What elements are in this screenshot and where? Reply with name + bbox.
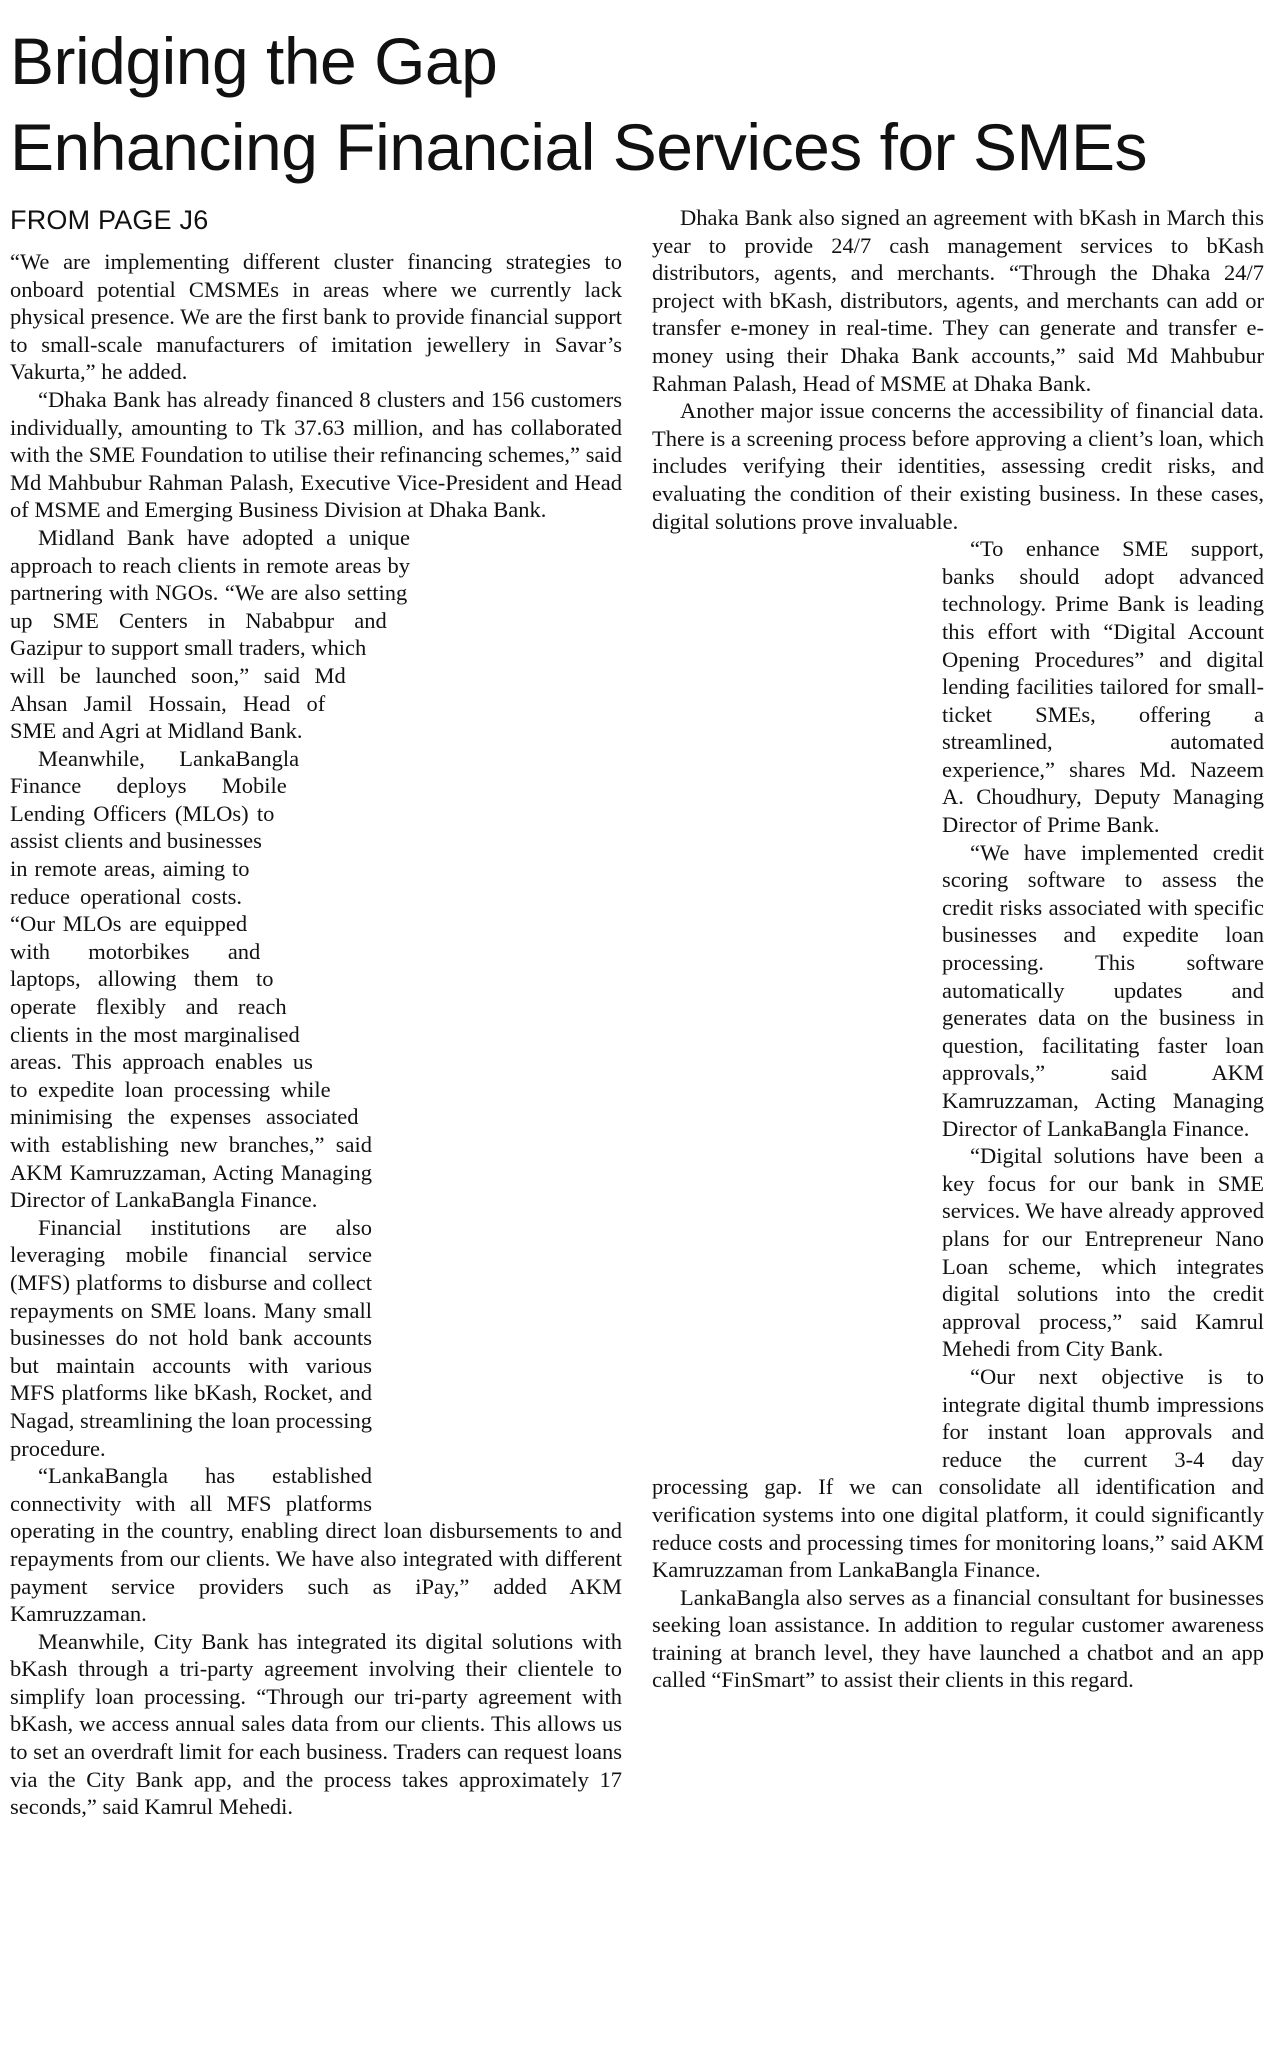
paragraph-right-6: “Our next objective is to integrate digital thumb impressions for instant loan approvals and reduce the current 3-4 day processing gap. If we can consolidate all identification and verification systems into one digital platform, it could significantly reduce costs and processing times for monitoring loans,” said AKM Kamruzzaman from LankaBangla Finance. bbox=[652, 1363, 1264, 1583]
paragraph-right-3: “To enhance SME support, banks should adopt advanced technology. Prime Bank is leading this effort with “Digital Account Opening Procedures” and digital lending facilities tailored for small-ticket SMEs, offering a streamlined, automated experience,” shares Md. Nazeem A. Choudhury, Deputy Managing Director of Prime Bank. bbox=[942, 536, 1264, 838]
left-column bbox=[10, 202, 622, 1821]
paragraph-left-7: Meanwhile, City Bank has integrated its digital solutions with bKash through a tri-party agreement involving their clientele to simplify loan processing. “Through our tri-party agreement with bKash, we access annual sales data from our clients. This allows us to set an overdraft limit for each business. Traders can request loans via the City Bank app, and the process takes approximately 17 seconds,” said Kamrul Mehedi. bbox=[10, 1628, 622, 1820]
paragraph-left-6: “LankaBangla has established connectivity with all MFS platforms operating in the country, enabling direct loan disbursements to and repayments from our clients. We have also integrated with different payment service providers such as iPay,” added AKM Kamruzzaman. bbox=[10, 1463, 622, 1627]
paragraph-left-3: Midland Bank have adopted a unique approach to reach clients in remote areas by partnering with NGOs. “We are also setting up SME Centers in Nababpur and Gazipur to support small traders, which will be launched soon,” said Md Ahsan Jamil Hossain, Head of SME and Agri at Midland Bank. bbox=[10, 524, 410, 744]
headline-line-2: Enhancing Financial Services for SMEs bbox=[10, 110, 1148, 184]
article-headline bbox=[10, 18, 1260, 190]
paragraph-left-4: Meanwhile, LankaBangla Finance deploys Mobile Lending Officers (MLOs) to assist clients and businesses in remote areas, aiming to reduce operational costs. “Our MLOs are equipped with motorbikes and laptops, allowing them to operate flexibly and reach clients in the most marginalised areas. This approach enables us to expedite loan processing while minimising the expenses associated with establishing new branches,” said AKM Kamruzzaman, Acting Managing Director of LankaBangla Finance. bbox=[10, 745, 372, 1213]
paragraph-right-5: “Digital solutions have been a key focus for our bank in SME services. We have already approved plans for our Entrepreneur Nano Loan scheme, which integrates digital solutions into the credit approval process,” said Kamrul Mehedi from City Bank. bbox=[942, 1143, 1264, 1362]
paragraph-right-7: LankaBangla also serves as a financial consultant for businesses seeking loan assistance. In addition to regular customer awareness training at branch level, they have launched a chatbot and an app called “FinSmart” to assist their clients in this regard. bbox=[652, 1584, 1264, 1693]
headline-line-1: Bridging the Gap bbox=[10, 24, 498, 98]
paragraph-left-2: “Dhaka Bank has already financed 8 clusters and 156 customers individually, amounting to Tk 37.63 million, and has collaborated with the SME Foundation to utilise their refinancing schemes,” said Md Mahbubur Rahman Palash, Executive Vice-President and Head of MSME and Emerging Business Division at Dhaka Bank. bbox=[10, 386, 622, 523]
paragraph-left-5: Financial institutions are also leveraging mobile financial service (MFS) platforms to disburse and collect repayments on SME loans. Many small businesses do not hold bank accounts but maintain accounts with various MFS platforms like bKash, Rocket, and Nagad, streamlining the loan processing procedure. bbox=[10, 1214, 372, 1461]
paragraph-left-1: “We are implementing different cluster financing strategies to onboard potential CMSMEs in areas where we currently lack physical presence. We are the first bank to provide financial support to small-scale manufacturers of imitation jewellery in Savar’s Vakurta,” he added. bbox=[10, 249, 622, 385]
right-column bbox=[652, 204, 1264, 1694]
from-page-label: FROM PAGE J6 bbox=[10, 205, 209, 235]
paragraph-right-2: Another major issue concerns the accessibility of financial data. There is a screening process before approving a client’s loan, which includes verifying their identities, assessing credit risks, and evaluating the condition of their existing business. In these cases, digital solutions prove invaluable. bbox=[652, 398, 1264, 534]
paragraph-right-1: Dhaka Bank also signed an agreement with bKash in March this year to provide 24/7 cash management services to bKash distributors, agents, and merchants. “Through the Dhaka 24/7 project with bKash, distributors, agents, and merchants can add or transfer e-money in real-time. They can generate and transfer e-money using their Dhaka Bank accounts,” said Md Mahbubur Rahman Palash, Head of MSME at Dhaka Bank. bbox=[652, 205, 1264, 396]
paragraph-right-4: “We have implemented credit scoring software to assess the credit risks associated with specific businesses and expedite loan processing. This software automatically updates and generates data on the business in question, facilitating faster loan approvals,” said AKM Kamruzzaman, Acting Managing Director of LankaBangla Finance. bbox=[942, 839, 1264, 1141]
image-cutout-space-right bbox=[652, 535, 942, 1455]
